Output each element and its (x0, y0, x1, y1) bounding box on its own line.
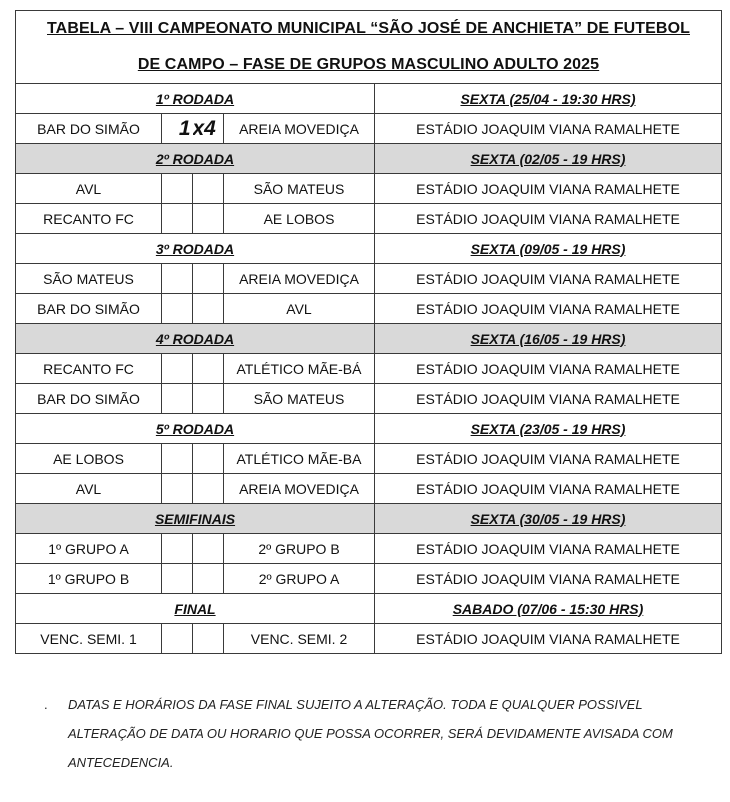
round-label: FINAL (16, 594, 375, 624)
match-row (16, 384, 722, 414)
match-away-score: x4 (193, 114, 224, 144)
footnote-text: DATAS E HORÁRIOS DA FASE FINAL SUJEITO A ALTERAÇÃO. TODA E QUALQUER POSSIVEL ALTERAÇÃO DE DATA OU HORARIO QUE POSSA OCORRER, SERÁ DEVIDAMENTE AVISADA COM ANTECEDENCIA. (68, 697, 673, 770)
match-away-team: AREIA MOVEDIÇA (224, 474, 375, 504)
match-home-score (162, 564, 193, 594)
match-home-score (162, 204, 193, 234)
match-row (16, 204, 722, 234)
match-home-score (162, 534, 193, 564)
match-away-team: ATLÉTICO MÃE-BÁ (224, 354, 375, 384)
match-row (16, 174, 722, 204)
match-home-team: BAR DO SIMÃO (16, 384, 162, 414)
match-away-team: 2º GRUPO A (224, 564, 375, 594)
match-away-score (193, 204, 224, 234)
match-venue: ESTÁDIO JOAQUIM VIANA RAMALHETE (375, 294, 722, 324)
match-row (16, 534, 722, 564)
match-row (16, 444, 722, 474)
match-venue: ESTÁDIO JOAQUIM VIANA RAMALHETE (375, 354, 722, 384)
match-away-team: AREIA MOVEDIÇA (224, 114, 375, 144)
match-venue: ESTÁDIO JOAQUIM VIANA RAMALHETE (375, 114, 722, 144)
match-home-team: AVL (16, 174, 162, 204)
match-venue: ESTÁDIO JOAQUIM VIANA RAMALHETE (375, 204, 722, 234)
match-venue: ESTÁDIO JOAQUIM VIANA RAMALHETE (375, 384, 722, 414)
match-home-team: AVL (16, 474, 162, 504)
match-row (16, 354, 722, 384)
match-home-team: 1º GRUPO A (16, 534, 162, 564)
match-away-score (193, 474, 224, 504)
match-home-score (162, 354, 193, 384)
match-row (16, 624, 722, 654)
round-header-row (16, 504, 722, 534)
round-header-row (16, 594, 722, 624)
match-home-score (162, 174, 193, 204)
round-header-row (16, 324, 722, 354)
match-away-team: 2º GRUPO B (224, 534, 375, 564)
match-venue: ESTÁDIO JOAQUIM VIANA RAMALHETE (375, 624, 722, 654)
round-date: SEXTA (25/04 - 19:30 HRS) (375, 84, 722, 114)
round-header-row (16, 144, 722, 174)
match-home-team: RECANTO FC (16, 354, 162, 384)
round-header-row (16, 414, 722, 444)
match-venue: ESTÁDIO JOAQUIM VIANA RAMALHETE (375, 174, 722, 204)
table-title-line-2: DE CAMPO – FASE DE GRUPOS MASCULINO ADULTO 2025 (16, 47, 722, 84)
footnote-bullet: . (44, 697, 48, 712)
match-row (16, 564, 722, 594)
round-date: SEXTA (23/05 - 19 HRS) (375, 414, 722, 444)
match-row (16, 114, 722, 144)
match-home-team: SÃO MATEUS (16, 264, 162, 294)
match-home-team: 1º GRUPO B (16, 564, 162, 594)
match-away-team: AVL (224, 294, 375, 324)
match-away-score (193, 444, 224, 474)
round-header-row (16, 234, 722, 264)
round-date: SABADO (07/06 - 15:30 HRS) (375, 594, 722, 624)
match-away-score (193, 384, 224, 414)
match-home-score (162, 624, 193, 654)
match-away-team: VENC. SEMI. 2 (224, 624, 375, 654)
match-away-team: SÃO MATEUS (224, 174, 375, 204)
match-home-score (162, 384, 193, 414)
match-home-team: AE LOBOS (16, 444, 162, 474)
round-label: 1º RODADA (16, 84, 375, 114)
match-home-score: 1 (162, 114, 193, 144)
schedule-table (15, 10, 722, 654)
match-home-team: VENC. SEMI. 1 (16, 624, 162, 654)
match-away-score (193, 564, 224, 594)
round-label: 5º RODADA (16, 414, 375, 444)
match-away-score (193, 534, 224, 564)
match-away-score (193, 294, 224, 324)
match-home-score (162, 294, 193, 324)
match-away-score (193, 354, 224, 384)
match-venue: ESTÁDIO JOAQUIM VIANA RAMALHETE (375, 264, 722, 294)
match-home-team: BAR DO SIMÃO (16, 114, 162, 144)
match-away-team: SÃO MATEUS (224, 384, 375, 414)
match-away-team: AREIA MOVEDIÇA (224, 264, 375, 294)
match-away-team: ATLÉTICO MÃE-BA (224, 444, 375, 474)
match-away-score (193, 264, 224, 294)
round-label: 2º RODADA (16, 144, 375, 174)
round-header-row (16, 84, 722, 114)
match-home-team: RECANTO FC (16, 204, 162, 234)
round-label: SEMIFINAIS (16, 504, 375, 534)
match-away-score (193, 624, 224, 654)
round-date: SEXTA (16/05 - 19 HRS) (375, 324, 722, 354)
round-label: 4º RODADA (16, 324, 375, 354)
match-home-score (162, 474, 193, 504)
round-date: SEXTA (02/05 - 19 HRS) (375, 144, 722, 174)
match-row (16, 264, 722, 294)
round-date: SEXTA (30/05 - 19 HRS) (375, 504, 722, 534)
match-venue: ESTÁDIO JOAQUIM VIANA RAMALHETE (375, 564, 722, 594)
match-away-score (193, 174, 224, 204)
table-title-line-1: TABELA – VIII CAMPEONATO MUNICIPAL “SÃO JOSÉ DE ANCHIETA” DE FUTEBOL (16, 11, 722, 48)
match-venue: ESTÁDIO JOAQUIM VIANA RAMALHETE (375, 474, 722, 504)
round-label: 3º RODADA (16, 234, 375, 264)
match-venue: ESTÁDIO JOAQUIM VIANA RAMALHETE (375, 534, 722, 564)
match-away-team: AE LOBOS (224, 204, 375, 234)
match-home-team: BAR DO SIMÃO (16, 294, 162, 324)
match-home-score (162, 444, 193, 474)
match-home-score (162, 264, 193, 294)
match-row (16, 294, 722, 324)
match-venue: ESTÁDIO JOAQUIM VIANA RAMALHETE (375, 444, 722, 474)
round-date: SEXTA (09/05 - 19 HRS) (375, 234, 722, 264)
match-row (16, 474, 722, 504)
